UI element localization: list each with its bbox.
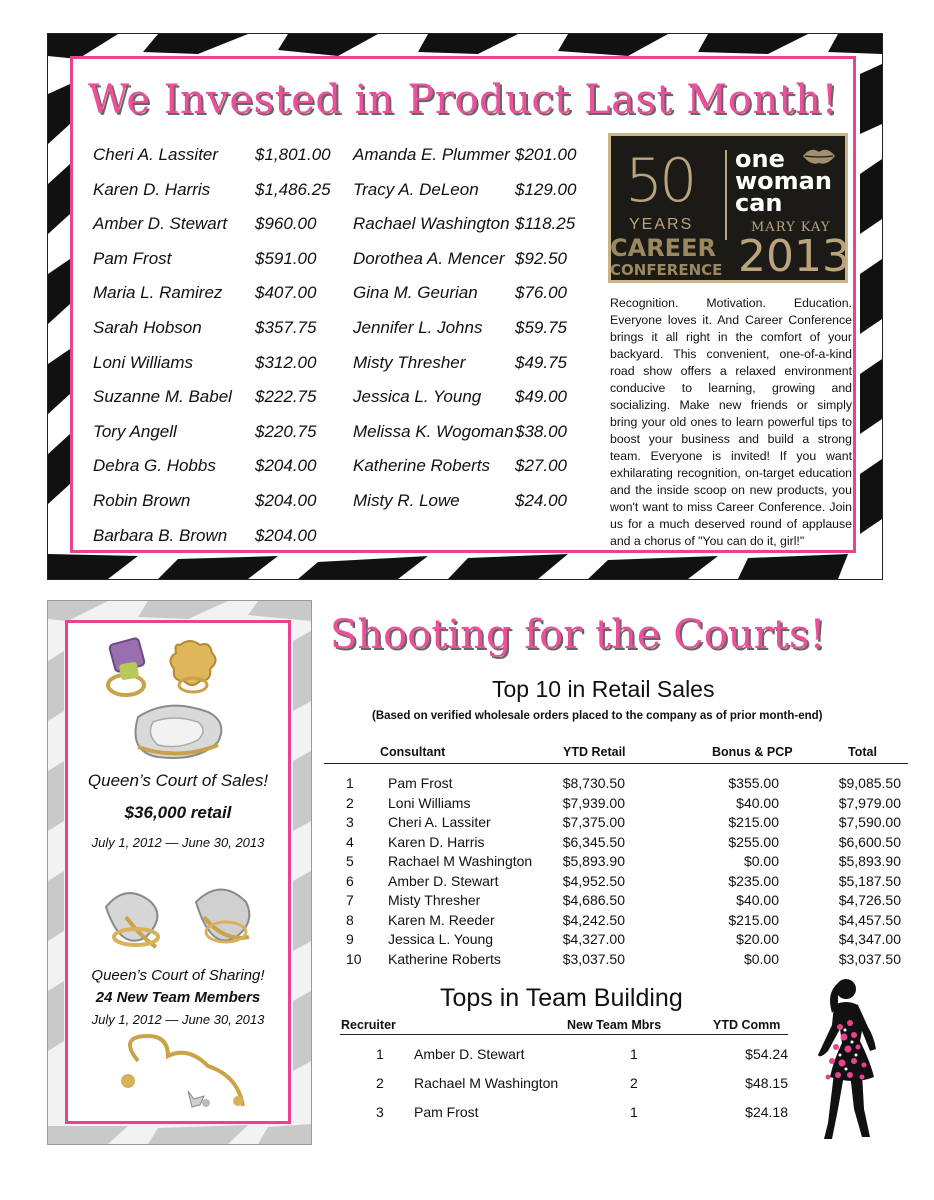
recruiter-cell: Rachael M Washington [414, 1075, 559, 1091]
new-team-members-cell: 1 [630, 1046, 638, 1062]
queens-court-sharing-title: Queen’s Court of Sharing! [91, 967, 265, 984]
queens-court-sharing-dates: July 1, 2012 — June 30, 2013 [91, 1012, 265, 1027]
table-row [0, 795, 934, 815]
total-cell: $9,085.50 [838, 775, 901, 791]
invested-amount: $222.75 [255, 387, 317, 407]
consultant-name: Misty R. Lowe [353, 490, 460, 510]
consultant-cell: Rachael M Washington [388, 853, 533, 869]
invested-row [353, 145, 583, 180]
invested-row [353, 318, 583, 353]
consultant-name: Pam Frost [93, 248, 172, 268]
table-row [0, 951, 934, 971]
logo-word-one: one [735, 145, 785, 173]
bonus-pcp-cell: $255.00 [728, 833, 779, 850]
invested-amount: $118.25 [515, 214, 576, 234]
retail-sales-subtitle: (Based on verified wholesale orders placed to the company as of prior month-end) [372, 710, 823, 722]
conference-year: 2013 [738, 231, 850, 282]
total-cell: $5,187.50 [838, 872, 901, 889]
consultant-name: Karen D. Harris [93, 179, 211, 199]
consultant-cell: Katherine Roberts [388, 950, 501, 967]
consultant-name: Misty Thresher [353, 352, 466, 372]
rank-cell: 3 [346, 814, 354, 830]
invested-amount: $204.00 [255, 525, 317, 545]
rank-cell: 1 [376, 1046, 384, 1062]
consultant-name: Cheri A. Lassiter [93, 145, 219, 164]
header-bonus-pcp: Bonus & PCP [712, 745, 793, 759]
rank-cell: 6 [346, 872, 354, 889]
consultant-name: Tracy A. DeLeon [353, 179, 479, 199]
career-conference-description: Recognition. Motivation. Education. Everyone loves it. And Career Conference brings it all right in the comfort of your backyard. This convenient, one-of-a-kind road show offers a relaxed environment conducive to learning, growing and socializing. Make new friends or simply bring your old ones to learn powerful tips to boost your business and build a strong team. Everyone is invited! If you want exhilarating recognition, on-target education and the inside scoop on new products, you won't want to miss Career Conference. Join us for a much deserved round of applause and a chorus of "You can do it, girl!" [610, 296, 852, 548]
table-row [0, 873, 934, 893]
logo-years: YEARS [629, 216, 694, 233]
bonus-pcp-cell: $40.00 [736, 794, 779, 811]
consultant-cell: Pam Frost [388, 775, 453, 791]
table-row [0, 814, 934, 834]
lips-icon [801, 146, 837, 166]
rank-cell: 8 [346, 911, 354, 928]
invested-amount: $407.00 [255, 283, 317, 303]
invested-amount: $204.00 [255, 456, 317, 476]
retail-header-rule [324, 763, 908, 764]
invested-row [353, 353, 583, 388]
consultant-cell: Cheri A. Lassiter [388, 814, 491, 830]
consultant-name: Barbara B. Brown [93, 525, 228, 545]
bonus-pcp-cell: $215.00 [728, 814, 779, 830]
rank-cell: 9 [346, 931, 354, 947]
consultant-name: Maria L. Ramirez [93, 283, 223, 303]
invested-amount: $49.75 [515, 352, 567, 372]
total-cell: $6,600.50 [838, 833, 901, 850]
rank-cell: 2 [376, 1075, 384, 1091]
queens-court-sales-amount: $36,000 retail [124, 803, 232, 822]
logo-word-woman: woman [735, 167, 832, 195]
consultant-name: Gina M. Geurian [353, 283, 478, 303]
courts-title: Shooting for the Courts! [330, 612, 826, 658]
ytd-retail-cell: $4,952.50 [562, 872, 625, 889]
invested-amount: $204.00 [255, 490, 317, 510]
queens-court-sharing-amount: 24 New Team Members [95, 989, 261, 1006]
bonus-pcp-cell: $235.00 [728, 872, 779, 889]
consultant-name: Loni Williams [93, 352, 193, 372]
invested-list-column-2 [353, 145, 583, 526]
table-row [0, 892, 934, 912]
woman-silhouette-image [804, 975, 884, 1145]
ytd-retail-cell: $7,375.00 [562, 814, 625, 830]
invested-amount: $201.00 [515, 145, 577, 164]
invested-panel [70, 56, 856, 553]
ytd-retail-cell: $7,939.00 [562, 794, 625, 811]
table-row [0, 1075, 934, 1104]
invested-amount: $59.75 [515, 317, 567, 337]
table-row [0, 912, 934, 932]
invested-row [93, 456, 343, 491]
invested-row [353, 180, 583, 215]
consultant-name: Melissa K. Wogoman [353, 421, 514, 441]
new-team-members-cell: 2 [630, 1075, 638, 1091]
ytd-comm-cell: $48.15 [745, 1075, 788, 1091]
header-total: Total [848, 745, 877, 759]
invested-row [93, 318, 343, 353]
invested-amount: $38.00 [515, 421, 567, 441]
header-ytd-comm: YTD Comm [713, 1018, 781, 1032]
bonus-pcp-cell: $0.00 [743, 950, 779, 967]
career-word: CAREER [610, 234, 716, 262]
bonus-pcp-cell: $215.00 [728, 911, 779, 928]
table-row [0, 834, 934, 854]
header-new-team-members: New Team Mbrs [567, 1018, 662, 1032]
consultant-name: Jessica L. Young [353, 387, 482, 407]
rank-cell: 1 [346, 775, 354, 791]
ytd-comm-cell: $24.18 [745, 1104, 788, 1120]
retail-sales-title: Top 10 in Retail Sales [492, 676, 715, 702]
bonus-pcp-cell: $20.00 [736, 931, 779, 947]
invested-row [93, 491, 343, 526]
invested-amount: $960.00 [255, 214, 317, 234]
invested-row [353, 283, 583, 318]
ytd-retail-cell: $4,686.50 [562, 892, 625, 908]
ytd-retail-cell: $3,037.50 [562, 950, 625, 967]
invested-row [93, 283, 343, 318]
header-recruiter: Recruiter [341, 1018, 396, 1032]
rank-cell: 3 [376, 1104, 384, 1120]
rank-cell: 2 [346, 794, 354, 811]
invested-list-column-1 [93, 145, 343, 560]
invested-row [93, 180, 343, 215]
invested-row [93, 353, 343, 388]
invested-amount: $220.75 [255, 421, 317, 441]
invested-row [93, 526, 343, 561]
recruiter-cell: Pam Frost [414, 1104, 479, 1120]
rank-cell: 7 [346, 892, 354, 908]
table-row [0, 931, 934, 951]
table-row [0, 1046, 934, 1075]
bonus-pcp-cell: $40.00 [736, 892, 779, 908]
consultant-name: Amber D. Stewart [93, 214, 228, 234]
invested-amount: $92.50 [515, 248, 567, 268]
team-building-title: Tops in Team Building [440, 984, 683, 1012]
invested-row [93, 214, 343, 249]
ytd-retail-cell: $6,345.50 [562, 833, 625, 850]
invested-amount: $591.00 [255, 248, 317, 268]
logo-fifty: 50 [625, 146, 694, 216]
consultant-name: Suzanne M. Babel [93, 387, 232, 407]
invested-row [93, 145, 343, 180]
invested-amount: $76.00 [515, 283, 567, 303]
career-conference-heading [608, 231, 853, 291]
invested-amount: $49.00 [515, 387, 567, 407]
consultant-name: Robin Brown [93, 490, 191, 510]
gemstone-rings-image [98, 637, 258, 765]
recruiter-cell: Amber D. Stewart [414, 1046, 525, 1062]
queens-court-sales-title: Queen’s Court of Sales! [87, 771, 269, 790]
queens-court-sales-dates: July 1, 2012 — June 30, 2013 [91, 835, 265, 850]
invested-row [353, 491, 583, 526]
table-row [0, 853, 934, 873]
ytd-comm-cell: $54.24 [745, 1046, 788, 1062]
total-cell: $4,347.00 [838, 931, 901, 947]
consultant-cell: Amber D. Stewart [388, 872, 499, 889]
total-cell: $7,590.00 [838, 814, 901, 830]
ytd-retail-cell: $4,242.50 [562, 911, 625, 928]
invested-row [353, 249, 583, 284]
table-row [0, 775, 934, 795]
logo-word-can: can [735, 189, 783, 217]
rank-cell: 5 [346, 853, 354, 869]
invested-row [353, 456, 583, 491]
consultant-cell: Loni Williams [388, 794, 471, 811]
invested-amount: $24.00 [515, 490, 567, 510]
invested-amount: $129.00 [515, 179, 577, 199]
invested-row [93, 422, 343, 457]
consultant-name: Dorothea A. Mencer [353, 248, 505, 268]
total-cell: $7,979.00 [838, 794, 901, 811]
rank-cell: 10 [346, 950, 362, 967]
consultant-cell: Misty Thresher [388, 892, 481, 908]
invested-row [93, 387, 343, 422]
invested-amount: $357.75 [255, 317, 317, 337]
invested-title: We Invested in Product Last Month! [87, 77, 839, 123]
total-cell: $4,726.50 [838, 892, 901, 908]
ytd-retail-cell: $4,327.00 [562, 931, 625, 947]
consultant-name: Amanda E. Plummer [353, 145, 510, 164]
invested-amount: $1,801.00 [255, 145, 331, 164]
invested-row [93, 249, 343, 284]
consultant-cell: Karen D. Harris [388, 833, 485, 850]
invested-amount: $312.00 [255, 352, 317, 372]
team-header-rule [340, 1034, 788, 1035]
bonus-pcp-cell: $0.00 [743, 853, 779, 869]
invested-row [353, 387, 583, 422]
header-ytd-retail: YTD Retail [563, 745, 626, 759]
invested-amount: $27.00 [515, 456, 567, 476]
consultant-name: Sarah Hobson [93, 317, 202, 337]
consultant-cell: Jessica L. Young [388, 931, 494, 947]
header-consultant: Consultant [380, 745, 446, 759]
ytd-retail-cell: $5,893.90 [562, 853, 625, 869]
consultant-name: Rachael Washington [353, 214, 510, 234]
invested-row [353, 422, 583, 457]
consultant-name: Jennifer L. Johns [353, 317, 483, 337]
total-cell: $5,893.90 [838, 853, 901, 869]
table-row [0, 1104, 934, 1133]
ytd-retail-cell: $8,730.50 [562, 775, 625, 791]
total-cell: $4,457.50 [838, 911, 901, 928]
invested-amount: $1,486.25 [255, 179, 331, 199]
rank-cell: 4 [346, 833, 354, 850]
consultant-name: Debra G. Hobbs [93, 456, 216, 476]
consultant-name: Tory Angell [93, 421, 177, 441]
conference-word: CONFERENCE [610, 261, 723, 279]
total-cell: $3,037.50 [838, 950, 901, 967]
bonus-pcp-cell: $355.00 [728, 775, 779, 791]
new-team-members-cell: 1 [630, 1104, 638, 1120]
logo-brand: MARY KAY [751, 220, 831, 235]
consultant-cell: Karen M. Reeder [388, 911, 495, 928]
consultant-name: Katherine Roberts [353, 456, 491, 476]
invested-row [353, 214, 583, 249]
logo-divider [725, 150, 727, 240]
